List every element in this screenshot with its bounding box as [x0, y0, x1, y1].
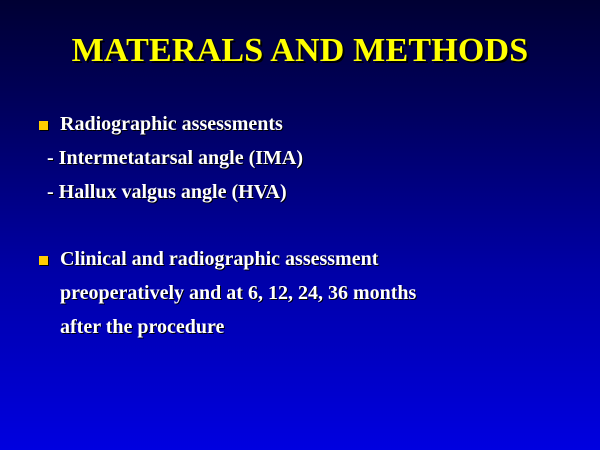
list-item-after-procedure: after the procedure: [60, 316, 225, 338]
list-item-hva: - Hallux valgus angle (HVA): [47, 181, 287, 203]
list-item-timepoints: preoperatively and at 6, 12, 24, 36 months: [60, 282, 417, 304]
section-heading-radiographic: Radiographic assessments: [60, 113, 283, 135]
bullet-square-icon: [39, 121, 48, 130]
bullet-square-icon: [39, 256, 48, 265]
slide-title: MATERALS AND METHODS: [71, 32, 529, 69]
list-item-ima: - Intermetatarsal angle (IMA): [47, 147, 304, 169]
section-heading-clinical: Clinical and radiographic assessment: [60, 248, 379, 270]
